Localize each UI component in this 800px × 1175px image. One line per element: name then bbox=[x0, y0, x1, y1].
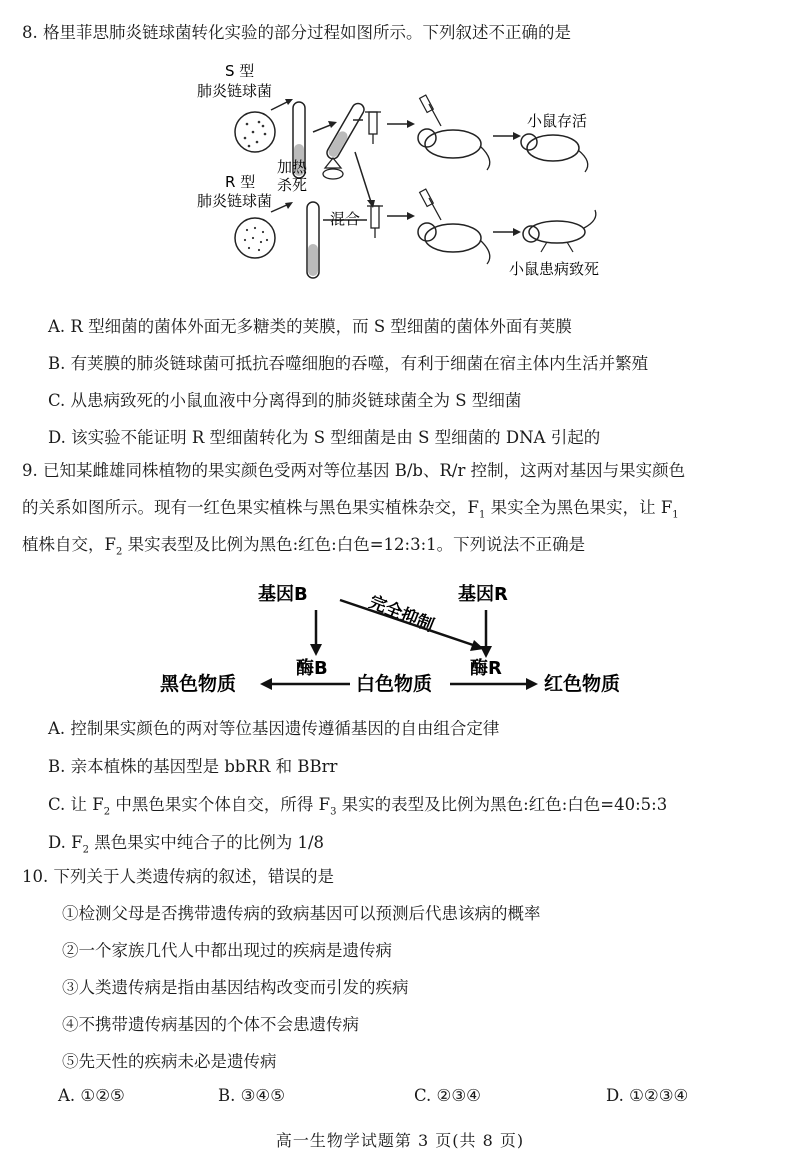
enzyme-b-label: 酶B bbox=[296, 658, 328, 679]
mouse-dead bbox=[523, 210, 596, 252]
r-culture-dish bbox=[235, 218, 275, 258]
q8-option-c: C. 从患病致死的小鼠血液中分离得到的肺炎链球菌全为 S 型细菌 bbox=[48, 391, 522, 410]
mouse-alive bbox=[521, 134, 588, 172]
enzyme-r-label: 酶R bbox=[470, 658, 502, 679]
page-footer: 高一生物学试题第 3 页(共 8 页) bbox=[275, 1131, 525, 1150]
r-type-label-2: 肺炎链球菌 bbox=[197, 192, 273, 210]
q10-stem: 10. 下列关于人类遗传病的叙述，错误的是 bbox=[22, 867, 334, 886]
s-culture-dish bbox=[235, 112, 275, 152]
q8-option-a: A. R 型细菌的菌体外面无多糖类的荚膜，而 S 型细菌的菌体外面有荚膜 bbox=[48, 317, 572, 336]
alive-label: 小鼠存活 bbox=[527, 112, 588, 130]
syringe-icon-bottom bbox=[367, 206, 383, 238]
r-type-label: R 型 bbox=[225, 173, 256, 191]
q10-statement-5: ⑤先天性的疾病未必是遗传病 bbox=[62, 1052, 277, 1071]
s-colonies bbox=[244, 121, 267, 148]
q9-stem-line-2: 的关系如图所示。现有一红色果实植株与黑色果实植株杂交，$F_1$ 果实全为黑色果实，让 $F_1$ bbox=[22, 498, 679, 521]
q9-figure bbox=[150, 570, 650, 710]
dead-label: 小鼠患病致死 bbox=[509, 260, 600, 278]
q8-stem: 8. 格里菲思肺炎链球菌转化实验的部分过程如图所示。下列叙述不正确的是 bbox=[22, 23, 571, 42]
inhibit-label: 完全抑制 bbox=[366, 592, 437, 637]
q10-statement-3: ③人类遗传病是指由基因结构改变而引发的疾病 bbox=[62, 978, 409, 997]
black-substance-label: 黑色物质 bbox=[160, 673, 237, 695]
q10-answer-b: B. ③④⑤ bbox=[218, 1086, 285, 1105]
mouse-injected-top bbox=[418, 95, 490, 170]
q8-option-b: B. 有荚膜的肺炎链球菌可抵抗吞噬细胞的吞噬，有利于细菌在宿主体内生活并繁殖 bbox=[48, 354, 649, 373]
q10-answer-c: C. ②③④ bbox=[414, 1086, 481, 1105]
q9-stem-line-1: 9. 已知某雌雄同株植物的果实颜色受两对等位基因 B/b、R/r 控制，这两对基因与果实颜色 bbox=[22, 461, 686, 480]
gene-b-label: 基因B bbox=[258, 584, 308, 605]
heat-label: 加热 bbox=[277, 158, 308, 176]
mix-label: 混合 bbox=[330, 210, 361, 228]
white-substance-label: 白色物质 bbox=[356, 673, 433, 695]
r-colonies bbox=[244, 227, 268, 251]
q8-option-d: D. 该实验不能证明 R 型细菌转化为 S 型细菌是由 S 型细菌的 DNA 引起的 bbox=[48, 428, 601, 447]
q10-statement-2: ②一个家族几代人中都出现过的疾病是遗传病 bbox=[62, 941, 392, 960]
kill-label: 杀死 bbox=[277, 176, 308, 194]
gene-r-label: 基因R bbox=[458, 584, 508, 605]
q9-option-c: C. 让 $F_2$ 中黑色果实个体自交，所得 $F_3$ 果实的表型及比例为黑色:红色:白色=40:5:3 bbox=[48, 795, 668, 818]
q9-option-b: B. 亲本植株的基因型是 bbRR 和 BBrr bbox=[48, 757, 338, 776]
q10-answer-d: D. ①②③④ bbox=[606, 1086, 689, 1105]
s-type-label-2: 肺炎链球菌 bbox=[197, 82, 273, 100]
q10-statement-4: ④不携带遗传病基因的个体不会患遗传病 bbox=[62, 1015, 359, 1034]
q10-answer-a: A. ①②⑤ bbox=[58, 1086, 125, 1105]
q9-option-d: D. $F_2$ 黑色果实中纯合子的比例为 1/8 bbox=[48, 833, 325, 856]
mouse-injected-bottom bbox=[418, 189, 490, 264]
q10-statement-1: ①检测父母是否携带遗传病的致病基因可以预测后代患该病的概率 bbox=[62, 904, 541, 923]
q8-figure bbox=[175, 52, 615, 282]
q9-option-a: A. 控制果实颜色的两对等位基因遗传遵循基因的自由组合定律 bbox=[48, 719, 500, 738]
s-type-label: S 型 bbox=[225, 62, 255, 80]
q9-stem-line-3: 植株自交，$F_2$ 果实表型及比例为黑色:红色:白色=12:3:1。下列说法不正确是 bbox=[22, 535, 586, 558]
red-substance-label: 红色物质 bbox=[544, 673, 621, 695]
syringe-icon-top bbox=[365, 112, 381, 144]
